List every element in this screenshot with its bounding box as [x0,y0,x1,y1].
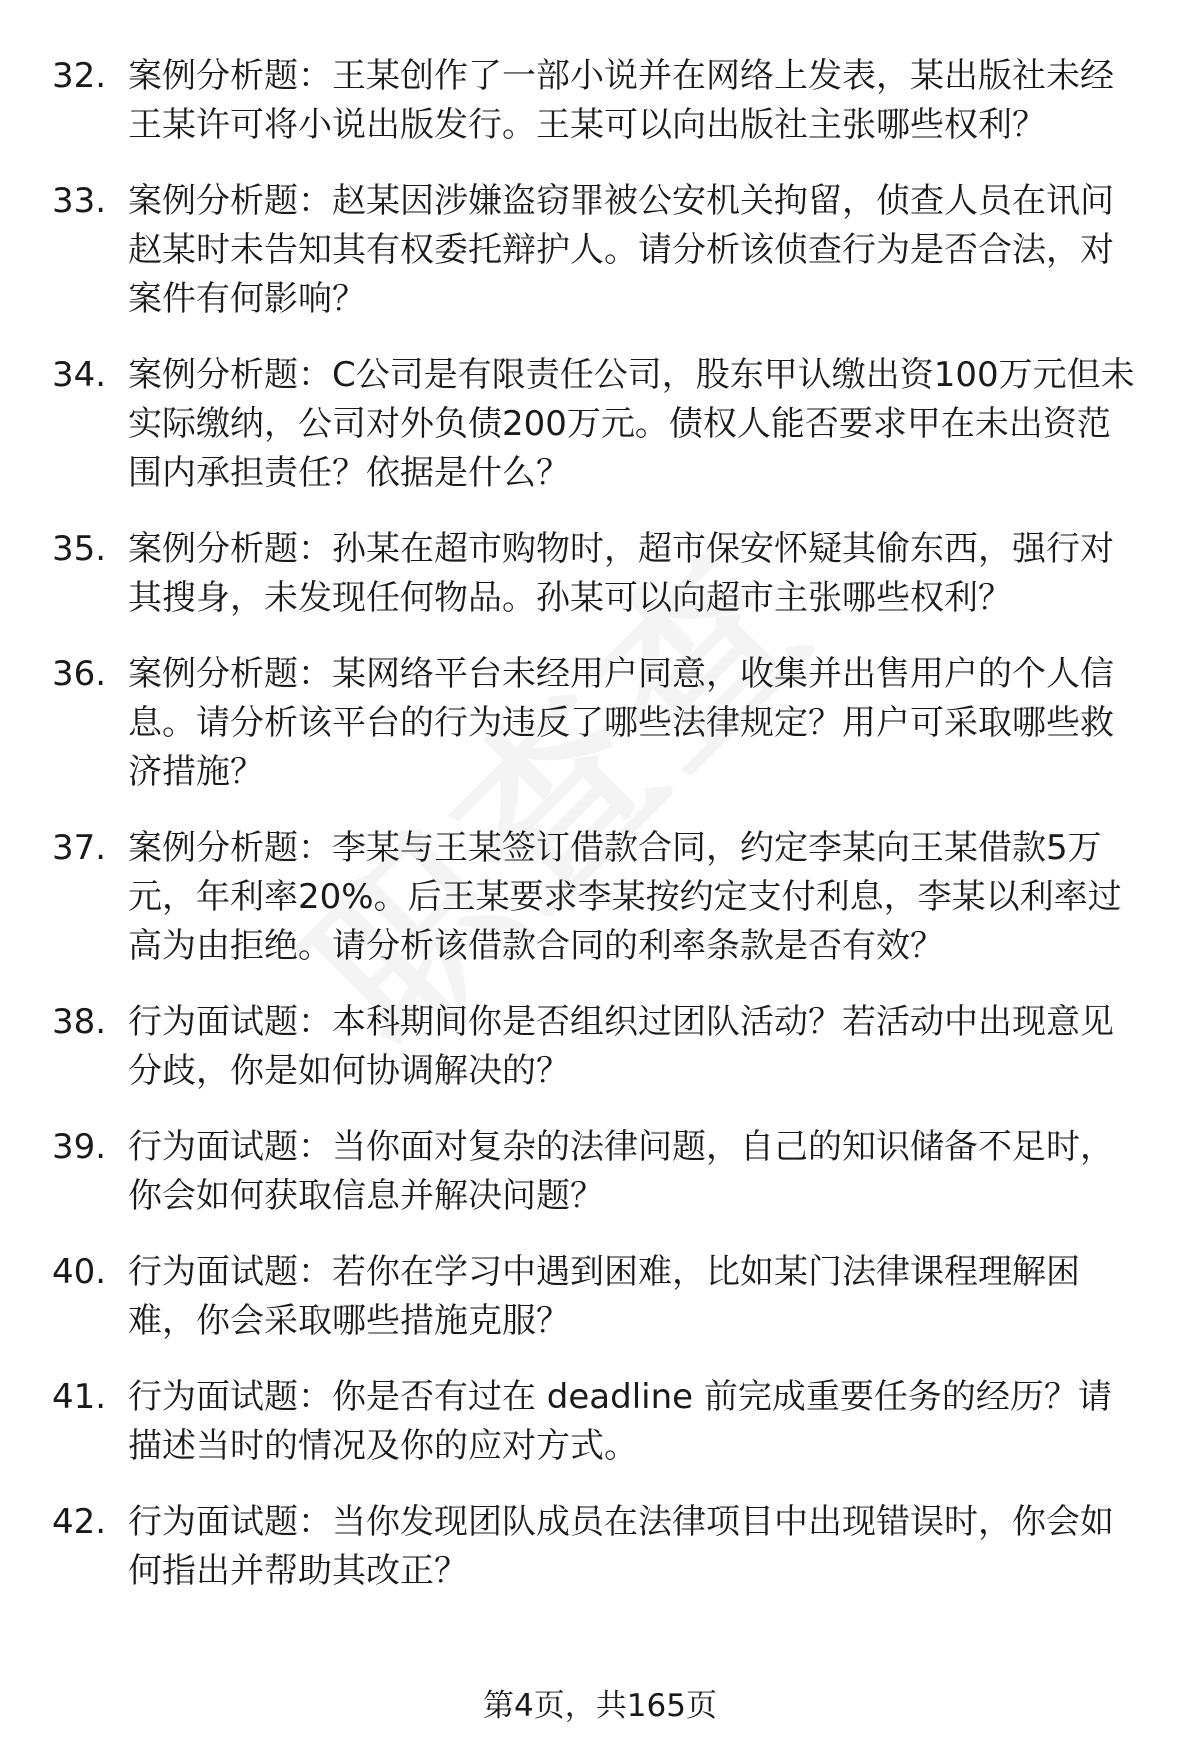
question-number: 36. [52,654,107,694]
question-item [0,998,1200,1096]
question-text: 行为面试题：本科期间你是否组织过团队活动？若活动中出现意见分歧，你是如何协调解决的？ [128,1002,1114,1091]
question-item [0,351,1200,498]
question-text: 行为面试题：当你发现团队成员在法律项目中出现错误时，你会如何指出并帮助其改正？ [128,1502,1114,1591]
question-item [0,1123,1200,1221]
question-text: 案例分析题：王某创作了一部小说并在网络上发表，某出版社未经王某许可将小说出版发行。王某可以向出版社主张哪些权利？ [128,56,1114,145]
page-number-footer: 第4页，共165页 [483,1688,717,1724]
question-list [0,52,1200,1623]
question-item [0,1373,1200,1471]
question-text: 行为面试题：若你在学习中遇到困难，比如某门法律课程理解困难，你会采取哪些措施克服？ [128,1252,1080,1341]
question-text: 案例分析题：赵某因涉嫌盗窃罪被公安机关拘留，侦查人员在讯问赵某时未告知其有权委托辩护人。请分析该侦查行为是否合法，对案件有何影响？ [128,181,1114,319]
question-number: 34. [52,355,107,395]
question-number: 39. [52,1127,107,1167]
question-item [0,525,1200,623]
question-item [0,824,1200,971]
question-number: 37. [52,828,107,868]
question-text: 行为面试题：你是否有过在 deadline 前完成重要任务的经历？请描述当时的情况及你的应对方式。 [128,1377,1112,1466]
question-text: 案例分析题：某网络平台未经用户同意，收集并出售用户的个人信息。请分析该平台的行为违反了哪些法律规定？用户可采取哪些救济措施？ [128,654,1114,792]
question-item [0,1498,1200,1596]
question-item [0,177,1200,324]
question-number: 38. [52,1002,107,1042]
question-number: 32. [52,56,107,96]
question-item [0,650,1200,797]
question-number: 33. [52,181,107,221]
question-item [0,52,1200,150]
question-number: 40. [52,1252,107,1292]
question-number: 42. [52,1502,107,1542]
question-text: 案例分析题：李某与王某签订借款合同，约定李某向王某借款5万元，年利率20%。后王某要求李某按约定支付利息，李某以利率过高为由拒绝。请分析该借款合同的利率条款是否有效？ [128,828,1122,966]
question-text: 案例分析题：孙某在超市购物时，超市保安怀疑其偷东西，强行对其搜身，未发现任何物品。孙某可以向超市主张哪些权利？ [128,529,1114,618]
question-number: 35. [52,529,107,569]
question-item [0,1248,1200,1346]
question-text: 案例分析题：C公司是有限责任公司，股东甲认缴出资100万元但未实际缴纳，公司对外负债200万元。债权人能否要求甲在未出资范围内承担责任？依据是什么？ [128,355,1135,493]
question-number: 41. [52,1377,107,1417]
question-text: 行为面试题：当你面对复杂的法律问题，自己的知识储备不足时，你会如何获取信息并解决问题？ [128,1127,1114,1216]
